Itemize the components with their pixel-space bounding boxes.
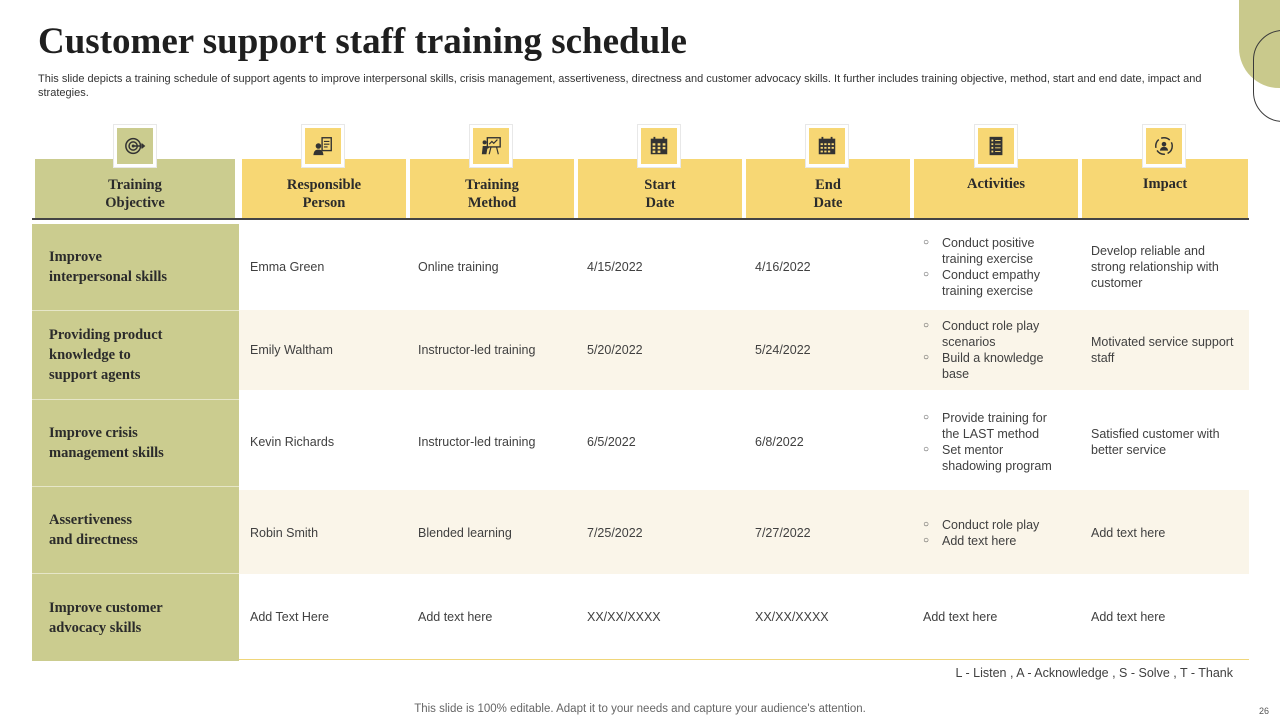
activity-item: ○ Build a knowledge base [923,350,1063,382]
cell-end-date: 5/24/2022 [755,343,811,357]
objective-line: management skills [49,445,164,461]
header-line: Objective [105,195,165,211]
cell-method: Online training [418,260,499,274]
objective-line: Assertiveness [49,512,132,528]
cell-activities: Add text here [923,610,998,624]
cell-impact: Add text here [1091,610,1166,624]
cell-person: Emily Waltham [250,343,333,357]
objective-line: knowledge to [49,347,131,363]
header-line: Training [465,177,519,193]
activity-item: ○ Add text here [923,533,1039,549]
objective-line: Providing product [49,327,163,343]
header-training-method [410,159,574,218]
activity-item: ○ Set mentor shadowing program [923,442,1063,474]
corner-decoration-ring [1253,30,1280,122]
header-line: Impact [1142,176,1188,192]
cell-end-date: 4/16/2022 [755,260,811,274]
cell-start-date: 6/5/2022 [587,435,636,449]
header-responsible-person [242,159,406,218]
page-subtitle: This slide depicts a training schedule of support agents to improve interpersonal skills, crisis management, assertiveness, directness and customer advocacy skills. It further includes training objective, method, start and end date, impact and strategies. [38,73,1202,99]
header-line: Activities [967,176,1025,192]
header-line: Responsible [286,177,362,193]
cell-method: Instructor-led training [418,343,536,357]
cell-method: Blended learning [418,526,512,540]
cell-impact: Add text here [1091,526,1166,540]
row-objective [32,400,239,486]
header-training-objective [35,159,235,218]
objective-line: and directness [49,532,138,548]
cell-person: Emma Green [250,260,325,274]
checklist-icon [975,125,1017,167]
cell-start-date: XX/XX/XXXX [587,610,661,624]
header-line: Method [467,195,517,211]
cell-impact: Develop reliable and strong relationship with customer [1091,244,1219,290]
page-number: 26 [1258,706,1269,716]
cell-person: Kevin Richards [250,435,335,449]
row-objective [32,311,239,399]
cell-impact: Motivated service support staff [1091,335,1234,365]
objective-line: Improve [49,249,102,265]
objective-line: Improve customer [49,599,163,616]
cell-start-date: 4/15/2022 [587,260,643,274]
objective-line: advocacy skills [49,619,142,636]
header-impact [1082,159,1248,218]
cell-person: Robin Smith [250,526,319,540]
header-line: Person [302,195,346,211]
header-divider [32,218,1249,220]
support-cycle-icon [1143,125,1185,167]
objective-line: Improve crisis [49,425,138,441]
header-line: Date [645,195,675,211]
cell-end-date: 7/27/2022 [755,526,811,540]
person-clipboard-icon [302,125,344,167]
header-line: Date [813,195,843,211]
footer-note: This slide is 100% editable. Adapt it to your needs and capture your audience's attention. [414,703,866,715]
cell-start-date: 7/25/2022 [587,526,643,540]
table-bottom-border [239,659,1249,660]
activity-item: ○ Conduct role play [923,517,1039,533]
activity-item: ○ Conduct positive training exercise [923,235,1063,267]
cell-impact: Satisfied customer with better service [1091,427,1220,457]
row-objective [32,487,239,573]
target-icon [114,125,156,167]
cell-activities [923,224,1063,310]
acronym-legend: L - Listen , A - Acknowledge , S - Solve , T - Thank [955,666,1233,680]
header-line: Training [108,177,162,193]
cell-person: Add Text Here [250,610,329,624]
objective-line: support agents [49,367,141,383]
calendar-grid-icon [806,125,848,167]
header-activities [914,159,1078,218]
cell-activities [923,392,1063,492]
header-start-date [578,159,742,218]
cell-end-date: 6/8/2022 [755,435,804,449]
cell-method: Instructor-led training [418,435,536,449]
header-end-date [746,159,910,218]
cell-activities [923,490,1063,576]
activity-item: ○ Conduct role play scenarios [923,318,1063,350]
cell-start-date: 5/20/2022 [587,343,643,357]
page-title: Customer support staff training schedule [38,21,687,62]
row-objective [32,574,239,661]
calendar-icon [638,125,680,167]
objective-line: interpersonal skills [49,269,168,285]
row-objective [32,224,239,310]
presentation-board-icon [470,125,512,167]
header-line: End [815,177,841,193]
activity-item: ○ Conduct empathy training exercise [923,267,1063,299]
header-line: Start [644,177,676,193]
cell-activities [923,310,1063,390]
activity-item: ○ Provide training for the LAST method [923,410,1063,442]
cell-method: Add text here [418,610,493,624]
cell-end-date: XX/XX/XXXX [755,610,829,624]
